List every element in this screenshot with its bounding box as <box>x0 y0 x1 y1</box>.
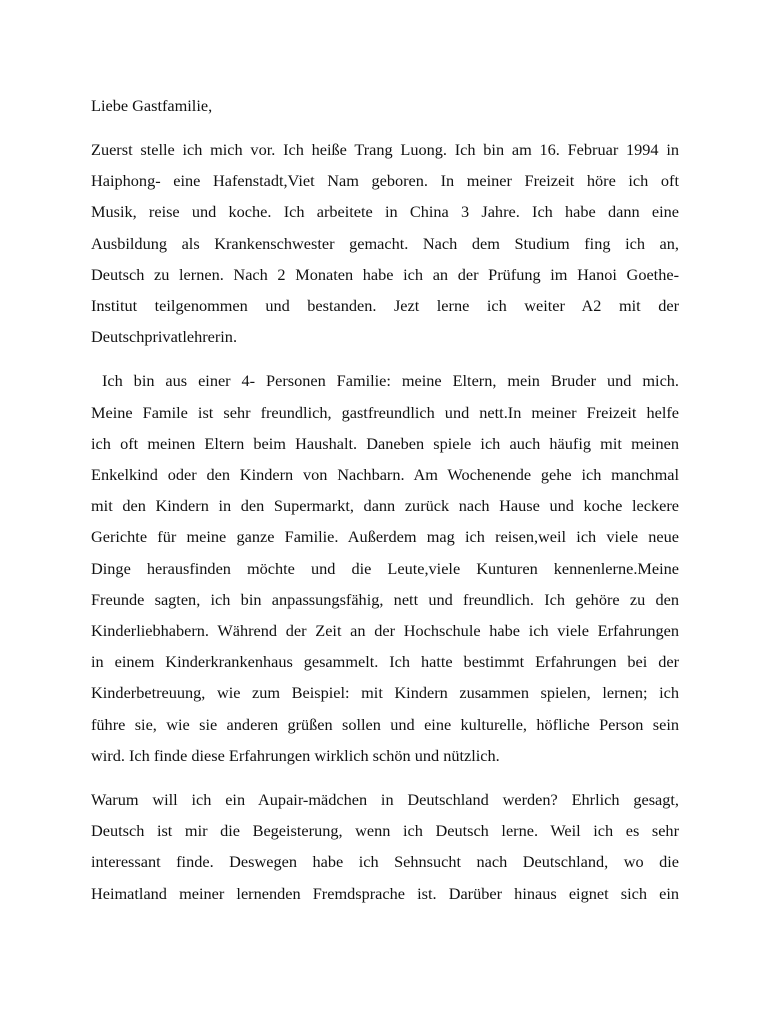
text-line: Haiphong- eine Hafenstadt,Viet Nam geboren. In meiner Freizeit höre ich oft <box>91 171 679 191</box>
text-line: in einem Kinderkrankenhaus gesammelt. Ich hatte bestimmt Erfahrungen bei der <box>91 652 679 672</box>
letter-body <box>91 90 679 922</box>
text-line: Heimatland meiner lernenden Fremdsprache ist. Darüber hinaus eignet sich ein <box>91 883 679 903</box>
text-line: Musik, reise und koche. Ich arbeitete in China 3 Jahre. Ich habe dann eine <box>91 202 679 222</box>
text-line: führe sie, wie sie anderen grüßen sollen und eine kulturelle, höfliche Person sein <box>91 714 679 734</box>
paragraph-motivation <box>91 784 679 909</box>
text-line: Freunde sagten, ich bin anpassungsfähig, nett und freundlich. Ich gehöre zu den <box>91 589 679 609</box>
text-line: Ausbildung als Krankenschwester gemacht. Nach dem Studium fing ich an, <box>91 233 679 253</box>
text-line: Deutsch ist mir die Begeisterung, wenn ich Deutsch lerne. Weil ich es sehr <box>91 821 679 841</box>
paragraph-introduction <box>91 134 679 352</box>
text-line: Zuerst stelle ich mich vor. Ich heiße Trang Luong. Ich bin am 16. Februar 1994 in <box>91 140 679 159</box>
text-line: Meine Famile ist sehr freundlich, gastfreundlich und nett.In meiner Freizeit helfe <box>91 402 679 422</box>
text-line: Ich bin aus einer 4- Personen Familie: meine Eltern, mein Bruder und mich. <box>101 371 680 391</box>
text-line: mit den Kindern in den Supermarkt, dann zurück nach Hause und koche leckere <box>91 496 679 516</box>
text-line: Kinderbetreuung, wie zum Beispiel: mit Kindern zusammen spielen, lernen; ich <box>91 683 679 703</box>
text-line: Deutsch zu lernen. Nach 2 Monaten habe ich an der Prüfung im Hanoi Goethe- <box>91 264 679 284</box>
text-line: Dinge herausfinden möchte und die Leute,viele Kunturen kennenlerne.Meine <box>91 558 679 578</box>
text-line: interessant finde. Deswegen habe ich Sehnsucht nach Deutschland, wo die <box>91 852 679 872</box>
text-line: Institut teilgenommen und bestanden. Jezt lerne ich weiter A2 mit der <box>91 296 679 316</box>
text-line: Warum will ich ein Aupair-mädchen in Deutschland werden? Ehrlich gesagt, <box>91 790 679 810</box>
text-line: Deutschprivatlehrerin. <box>91 327 238 347</box>
letter-greeting: Liebe Gastfamilie, <box>91 96 213 115</box>
text-line: ich oft meinen Eltern beim Haushalt. Daneben spiele ich auch häufig mit meinen <box>91 433 679 453</box>
text-line: Kinderliebhabern. Während der Zeit an der Hochschule habe ich viele Erfahrungen <box>91 621 679 641</box>
text-line: wird. Ich finde diese Erfahrungen wirklich schön und nützlich. <box>91 745 500 765</box>
paragraph-family <box>91 365 679 771</box>
text-line: Gerichte für meine ganze Familie. Außerdem mag ich reisen,weil ich viele neue <box>91 527 679 547</box>
text-line: Enkelkind oder den Kindern von Nachbarn. Am Wochenende gehe ich manchmal <box>91 465 679 485</box>
